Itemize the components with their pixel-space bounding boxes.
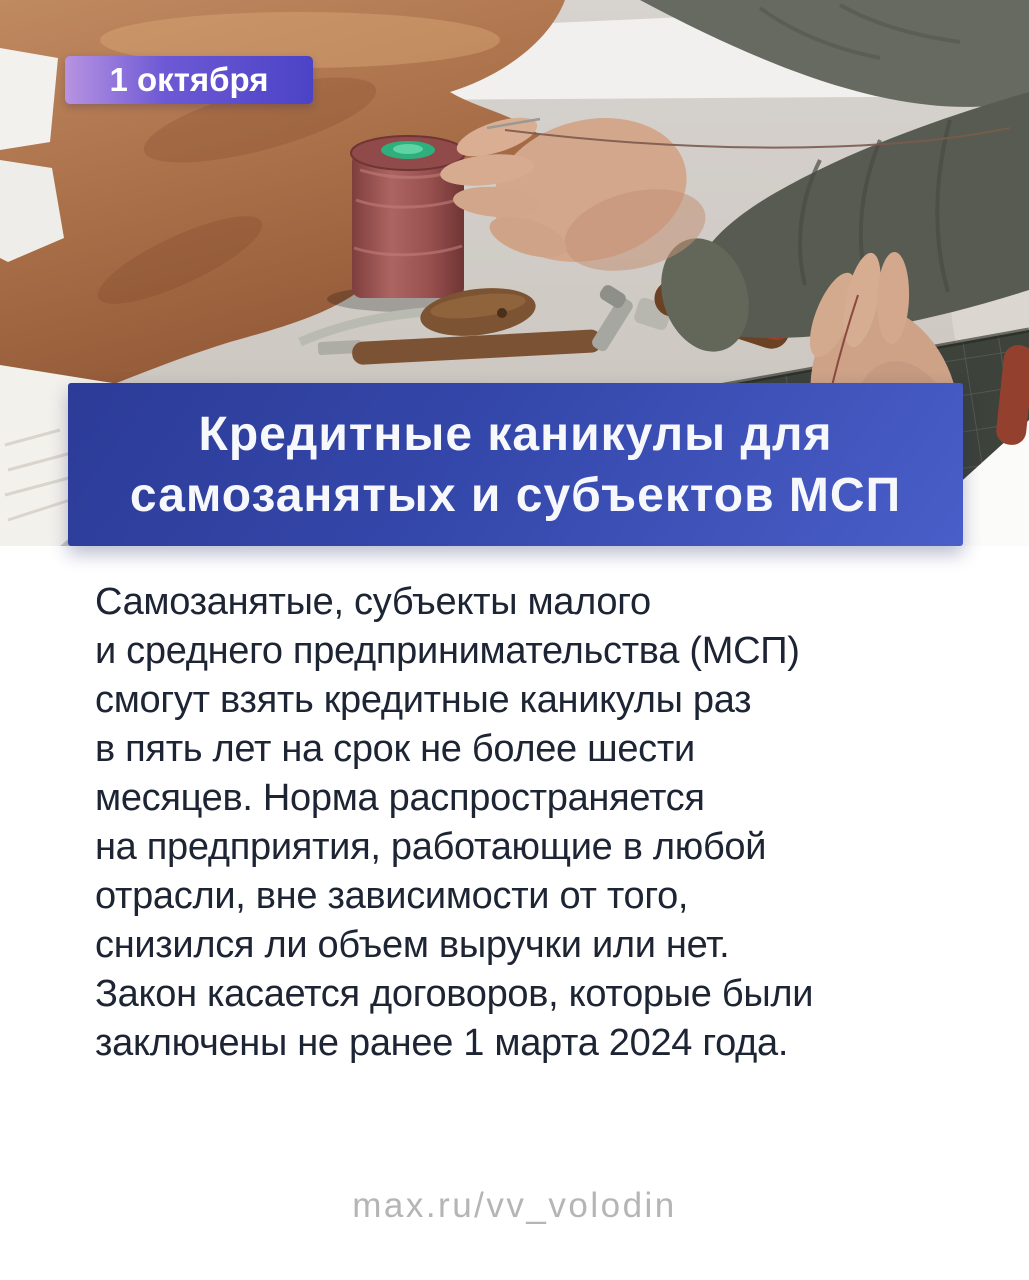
body-line: и среднего предпринимательства (МСП) (95, 630, 800, 672)
body-line: на предприятия, работающие в любой (95, 826, 767, 868)
body-line: в пять лет на срок не более шести (95, 728, 695, 770)
body-line: Самозанятые, субъекты малого (95, 581, 651, 623)
paper-top-left (0, 48, 58, 150)
body-line: смогут взять кредитные каникулы раз (95, 679, 752, 721)
body-line: снизился ли объем выручки или нет. (95, 924, 730, 966)
spool-cap-highlight (393, 144, 423, 154)
body-line: заключены не ранее 1 марта 2024 года. (95, 1022, 789, 1064)
body-paragraph (95, 578, 965, 1068)
banner-title-line2: самозанятых и субъектов МСП (129, 468, 902, 522)
title-banner (68, 383, 963, 546)
watermark-text: max.ru/vv_volodin (352, 1186, 677, 1225)
banner-title-line1: Кредитные каникулы для (198, 407, 833, 461)
body-line: Закон касается договоров, которые были (95, 973, 814, 1015)
date-badge-label: 1 октября (109, 61, 269, 98)
body-line: отрасли, вне зависимости от того, (95, 875, 689, 917)
date-badge (65, 56, 313, 104)
knife-handle-hole (497, 308, 507, 318)
body-line: месяцев. Норма распространяется (95, 777, 705, 819)
